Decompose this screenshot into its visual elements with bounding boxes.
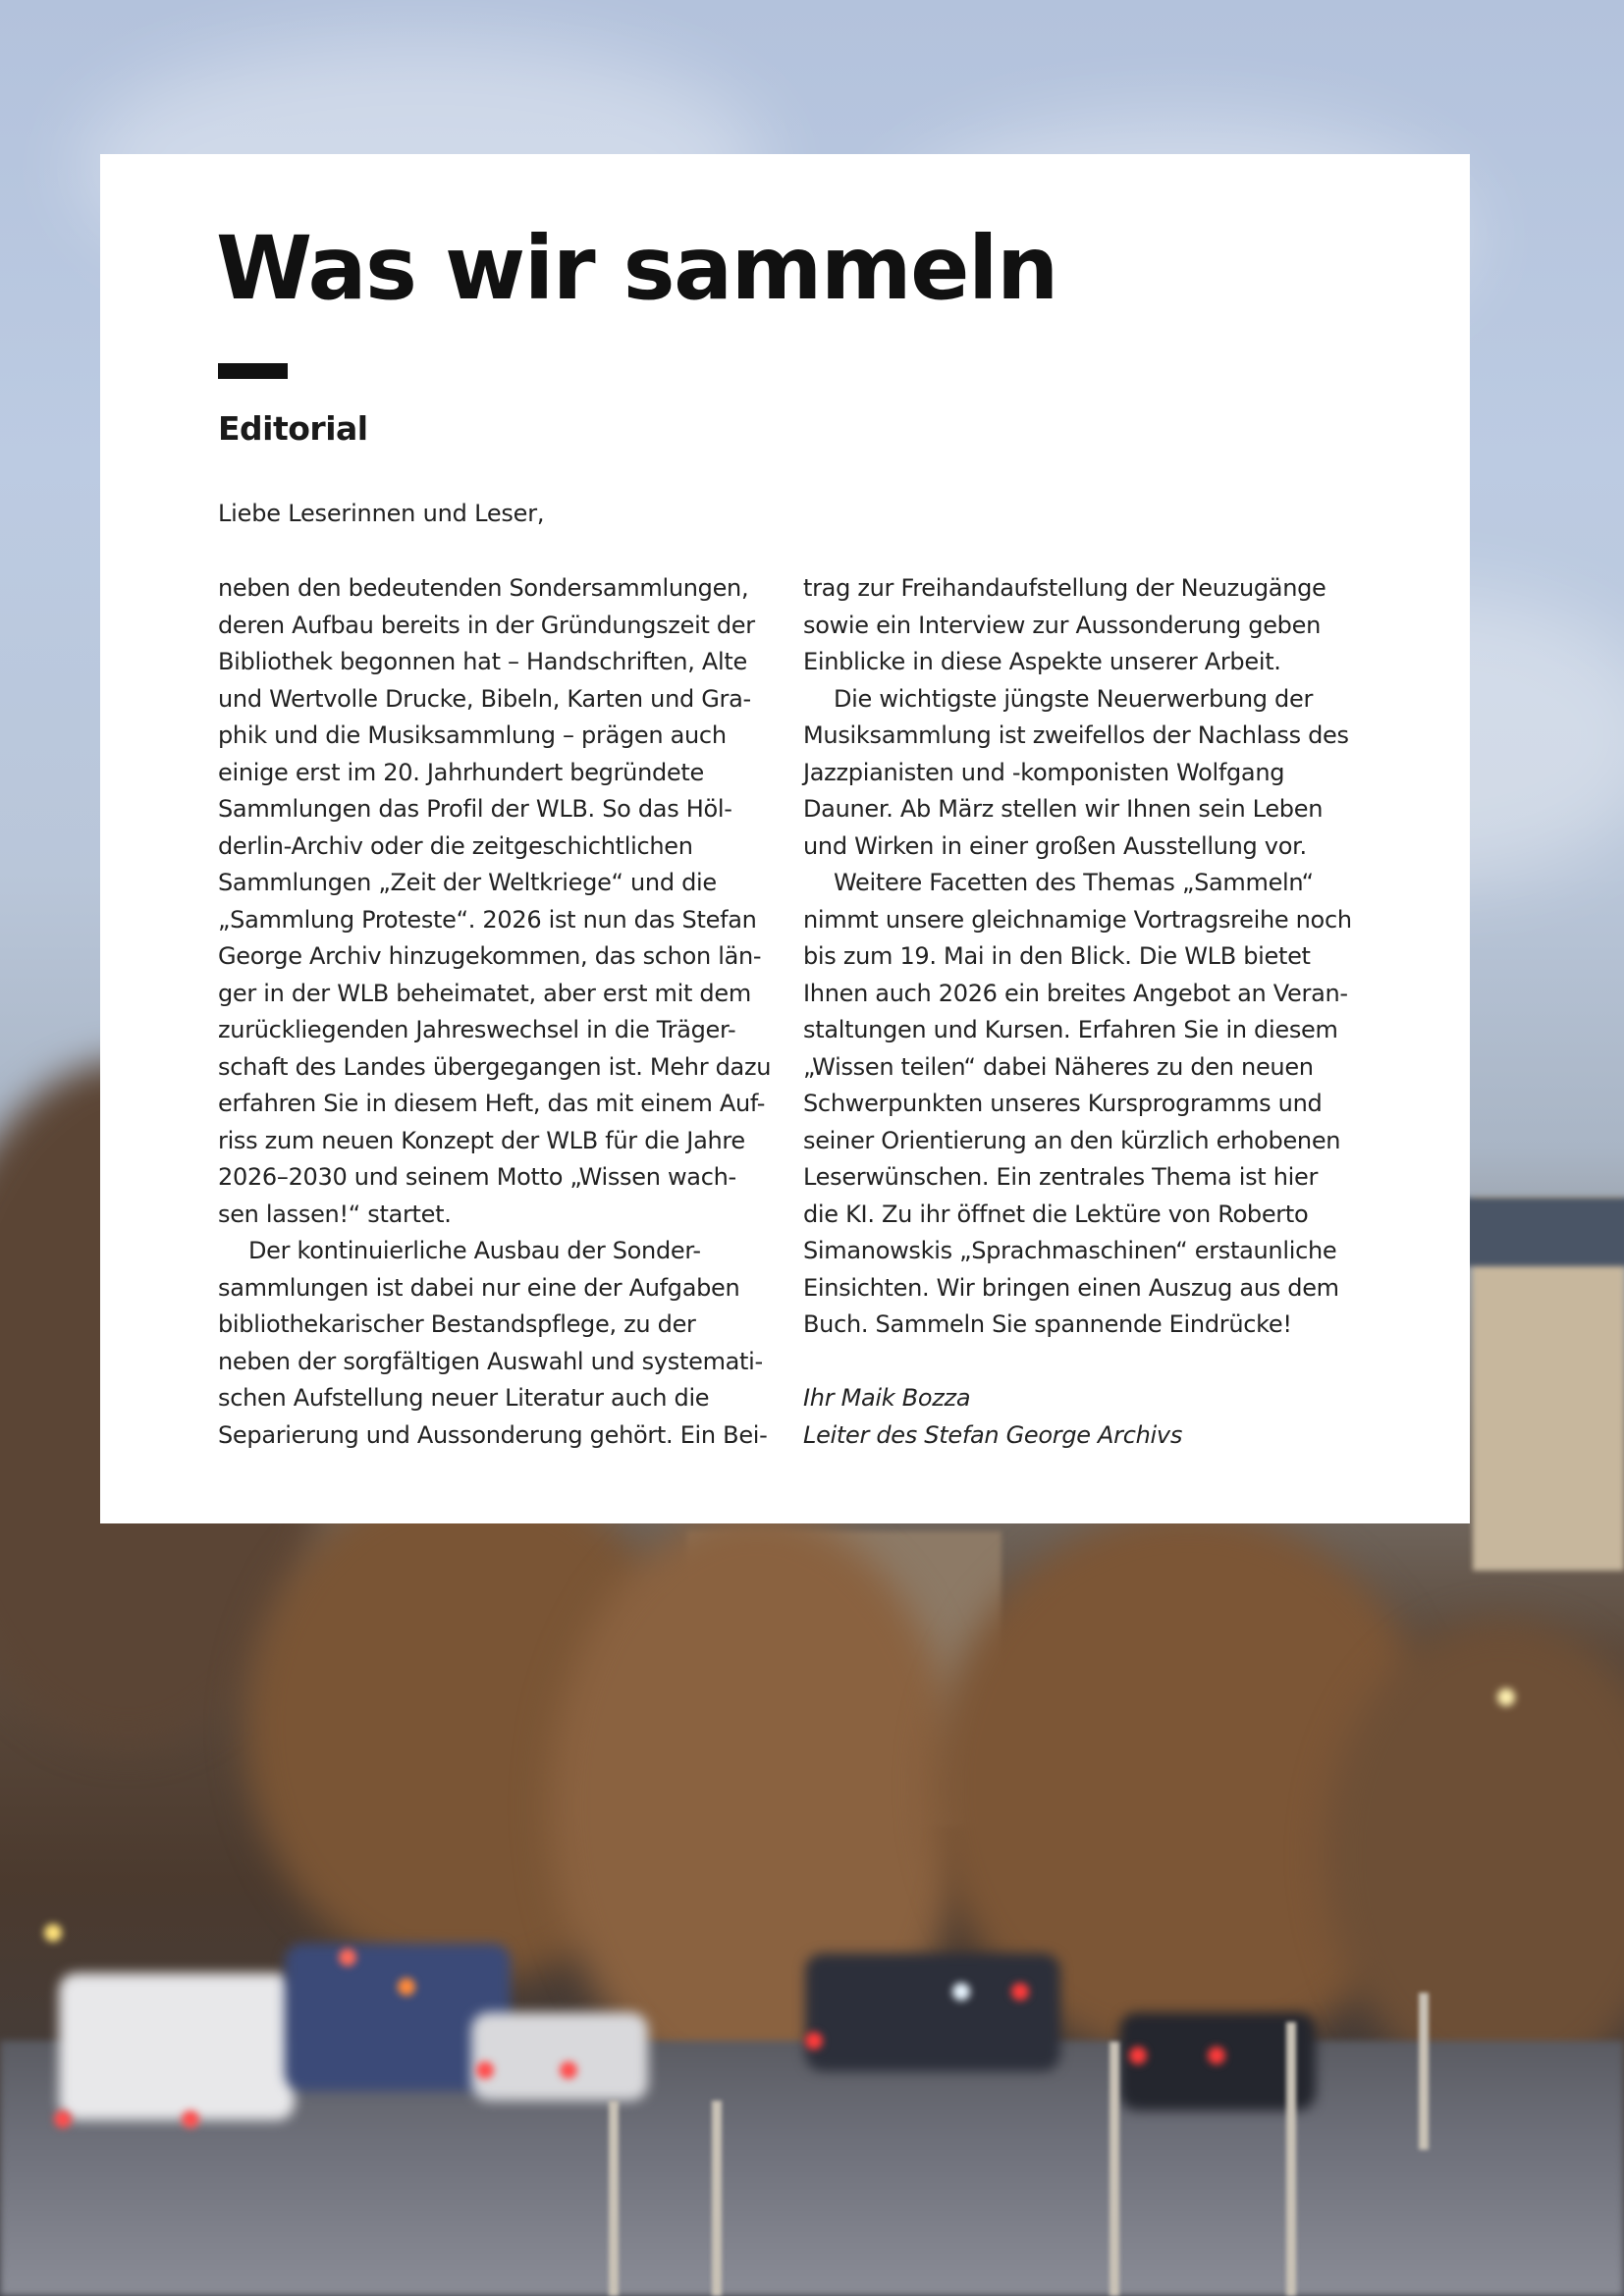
- text-line: Simanowskis „Sprachmaschinen“ erstaunliche: [803, 1237, 1337, 1264]
- text-line: erfahren Sie in diesem Heft, das mit einem Auf-: [218, 1090, 766, 1117]
- text-line: Der kontinuierliche Ausbau der Sonder-: [248, 1237, 701, 1264]
- tail-light: [476, 2061, 494, 2079]
- text-line: 2026–2030 und seinem Motto „Wissen wach-: [218, 1163, 736, 1191]
- tree-trunk: [1286, 2022, 1296, 2296]
- text-line: ger in der WLB beheimatet, aber erst mit dem: [218, 979, 751, 1007]
- text-line: sowie ein Interview zur Aussonderung geben: [803, 611, 1321, 639]
- street-light: [952, 1983, 970, 2001]
- text-line: Musiksammlung ist zweifellos der Nachlass des: [803, 721, 1349, 749]
- text-line: riss zum neuen Konzept der WLB für die Jahre: [218, 1126, 745, 1154]
- text-line: und Wirken in einer großen Ausstellung vor.: [803, 831, 1307, 860]
- text-line: neben der sorgfältigen Auswahl und systemati-: [218, 1347, 763, 1375]
- text-line: Sammlungen das Profil der WLB. So das Höl-: [218, 795, 732, 823]
- tail-light: [560, 2061, 577, 2079]
- tail-light: [54, 2110, 72, 2128]
- street-light: [44, 1924, 62, 1942]
- text-line: Leserwünschen. Ein zentrales Thema ist hier: [803, 1163, 1319, 1191]
- tail-light: [339, 1949, 356, 1966]
- street-light: [1497, 1688, 1515, 1706]
- text-line: Schwerpunkten unseres Kursprogramms und: [803, 1090, 1323, 1117]
- text-line: Weitere Facetten des Themas „Sammeln“: [834, 869, 1314, 896]
- tree-trunk: [1419, 1993, 1429, 2150]
- text-line: zurückliegenden Jahreswechsel in die Träger-: [218, 1016, 736, 1043]
- signature-role: Leiter des Stefan George Archivs: [803, 1420, 1183, 1449]
- text-line: Einsichten. Wir bringen einen Auszug aus dem: [803, 1273, 1339, 1302]
- text-line: Dauner. Ab März stellen wir Ihnen sein Leben: [803, 795, 1324, 823]
- tail-light: [1011, 1983, 1029, 2001]
- car: [471, 2012, 648, 2101]
- text-line: Bibliothek begonnen hat – Handschriften, Alte: [218, 648, 747, 675]
- text-line: Die wichtigste jüngste Neuerwerbung der: [834, 684, 1314, 713]
- text-line: sammlungen ist dabei nur eine der Aufgaben: [218, 1273, 740, 1302]
- text-column-right: [803, 570, 1373, 1454]
- text-line: bibliothekarischer Bestandspflege, zu der: [218, 1310, 696, 1338]
- editorial-card: [100, 154, 1470, 1523]
- tail-light: [182, 2110, 199, 2128]
- text-line: staltungen und Kursen. Erfahren Sie in diesem: [803, 1016, 1338, 1043]
- text-line: trag zur Freihandaufstellung der Neuzugänge: [803, 574, 1326, 602]
- text-line: einige erst im 20. Jahrhundert begründete: [218, 758, 704, 786]
- text-line: die KI. Zu ihr öffnet die Lektüre von Roberto: [803, 1200, 1309, 1228]
- car: [805, 1953, 1060, 2071]
- text-line: schen Aufstellung neuer Literatur auch die: [218, 1384, 710, 1412]
- text-line: Separierung und Aussonderung gehört. Ein Bei-: [218, 1420, 768, 1449]
- tail-light: [1208, 2047, 1225, 2064]
- text-line: Einblicke in diese Aspekte unserer Arbeit.: [803, 648, 1281, 675]
- salutation: Liebe Leserinnen und Leser,: [218, 500, 545, 527]
- van: [59, 1973, 295, 2120]
- text-line: Jazzpianisten und -komponisten Wolfgang: [803, 758, 1285, 786]
- text-line: seiner Orientierung an den kürzlich erhobenen: [803, 1126, 1341, 1154]
- text-line: bis zum 19. Mai in den Blick. Die WLB bietet: [803, 942, 1311, 970]
- tree-trunk: [1110, 2042, 1119, 2296]
- text-column-left: [218, 570, 778, 1454]
- text-line: Sammlungen „Zeit der Weltkriege“ und die: [218, 869, 717, 896]
- tree-trunk: [712, 2101, 722, 2296]
- title-rule: [218, 363, 288, 379]
- text-line: Ihnen auch 2026 ein breites Angebot an Veran-: [803, 979, 1348, 1007]
- section-label: Editorial: [218, 409, 368, 448]
- text-line: deren Aufbau bereits in der Gründungszeit der: [218, 611, 755, 639]
- text-line: phik und die Musiksammlung – prägen auch: [218, 721, 727, 749]
- text-line: „Sammlung Proteste“. 2026 ist nun das Stefan: [218, 905, 757, 934]
- tail-light: [1129, 2047, 1147, 2064]
- text-line: sen lassen!“ startet.: [218, 1200, 452, 1228]
- tail-light: [805, 2032, 823, 2050]
- page-title: Was wir sammeln: [216, 217, 1057, 319]
- text-line: nimmt unsere gleichnamige Vortragsreihe noch: [803, 905, 1352, 934]
- signature-name: Ihr Maik Bozza: [803, 1384, 971, 1412]
- text-line: schaft des Landes übergegangen ist. Mehr dazu: [218, 1052, 772, 1081]
- tail-light: [398, 1978, 415, 1996]
- text-line: und Wertvolle Drucke, Bibeln, Karten und Gra-: [218, 684, 751, 713]
- tree-trunk: [609, 2101, 619, 2296]
- text-line: George Archiv hinzugekommen, das schon län-: [218, 942, 762, 970]
- text-line: neben den bedeutenden Sondersammlungen,: [218, 574, 749, 602]
- text-line: Buch. Sammeln Sie spannende Eindrücke!: [803, 1310, 1292, 1338]
- text-line: derlin-Archiv oder die zeitgeschichtlichen: [218, 831, 693, 860]
- text-line: „Wissen teilen“ dabei Näheres zu den neuen: [803, 1052, 1314, 1081]
- building-roof: [1463, 1198, 1624, 1266]
